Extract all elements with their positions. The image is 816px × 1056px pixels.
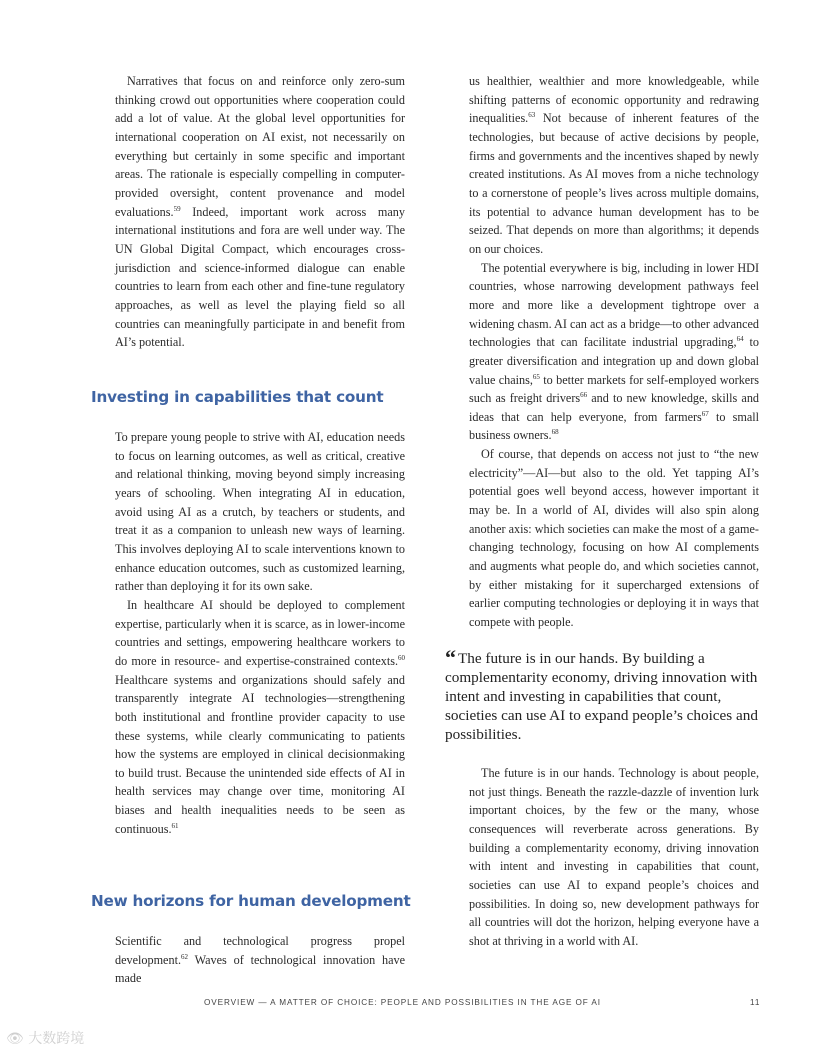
paragraph xyxy=(115,72,405,352)
watermark-logo: 👁 大数跨境 xyxy=(6,1031,85,1047)
paragraph-text: to greater diversification and integration up and down global value chains, xyxy=(469,335,759,387)
paragraph-text: to small business owners. xyxy=(469,409,759,443)
paragraph xyxy=(469,72,759,259)
paragraph-text: In healthcare AI should be deployed to complement expertise, particularly when it is scarce, as in lower-income countries and settings, empowering healthcare workers to do more in resource- and expertise-constrained contexts. xyxy=(115,597,405,668)
pull-quote xyxy=(445,645,765,745)
footnote-ref[interactable]: 65 xyxy=(532,372,540,381)
paragraph-text: The potential everywhere is big, including in lower HDI countries, whose narrowing development pathways feel more and more like a development tightrope over a widening chasm. AI can act as a bridge—to other advanced technologies that can facilitate industrial upgrading, xyxy=(469,260,759,350)
paragraph: The future is in our hands. Technology is about people, not just things. Beneath the razzle-dazzle of invention lurk important choices, by the few or the many, whose consequences will reverberate across generations. By building a complementarity economy, driving innovation with intent and investing in capabilities that count, societies can use AI to expand people’s choices and possibilities. In doing so, new development pathways for all countries will dot the horizon, helping everyone have a shot at thriving in a world with AI. xyxy=(469,766,759,948)
footnote-ref[interactable]: 62 xyxy=(181,952,188,961)
footnote-ref[interactable]: 64 xyxy=(736,335,744,344)
paragraph-text: Indeed, important work across many international institutions and fora are well under way. The UN Global Digital Compact, which encourages cross-jurisdiction and science-informed dialogue can enable countries to learn from each other and fine-tune regulatory approaches, as well as level the playing field so all countries can meaningfully participate in and benefit from AI’s potential. xyxy=(115,204,405,350)
right-column-closing xyxy=(469,764,759,951)
page-number: 11 xyxy=(750,998,761,1007)
left-column-section-2 xyxy=(115,932,405,988)
paragraph xyxy=(115,596,405,839)
quote-mark-icon: “ xyxy=(445,645,456,670)
paragraph: To prepare young people to strive with AI, education needs to focus on learning outcomes, as well as critical, creative and relational thinking, moving beyond simply increasing years of schooling. When integrating AI in education, avoid using AI as a crutch, by teachers or students, and treat it as a companion to unleash new ways of learning. This involves deploying AI to scale interventions known to enhance education outcomes, such as customized learning, rather than deploying it for its own sake. xyxy=(115,430,405,594)
paragraph-text: Waves of technological innovation have made xyxy=(115,952,406,986)
paragraph-text: Narratives that focus on and reinforce only zero-sum thinking crowd out opportunities where cooperation could add a lot of value. At the global level opportunities for international cooperation on AI exist, not necessarily on everything but certainly in some specific and important areas. The rationale is especially compelling in computer-provided oversight, content provenance and model evaluations. xyxy=(115,74,405,219)
paragraph xyxy=(469,259,759,446)
paragraph xyxy=(115,932,405,988)
left-column-section-1 xyxy=(115,428,405,838)
section-heading: Investing in capabilities that count xyxy=(91,388,384,406)
footnote-ref[interactable]: 67 xyxy=(701,409,709,418)
paragraph-text: Healthcare systems and organizations should safely and transparently integrate AI technologies—strengthening both institutional and frontline provider capacity to use these systems, while clearly communicating to patients how the systems are employed in clinical decisionmaking to build trust. Because the unintended side effects of AI in health services may change over time, monitoring AI biases and health inequalities needs to be seen as continuous. xyxy=(115,672,405,836)
footnote-ref[interactable]: 59 xyxy=(173,204,181,213)
paragraph-text: and to new knowledge, skills and ideas that can help everyone, from farmers xyxy=(469,391,760,424)
paragraph: Of course, that depends on access not just to “the new electricity”—AI—but also to the old. Yet tapping AI’s potential goes well beyond access, however important it may be. In a world of AI, divides will also spin along another axis: which societies can make the most of a game-changing technology, focusing on how AI complements and augments what people do, and which societies cannot, by either mistaking for it supercharged extensions of earlier computing technologies or deploying it in ways that compete with people. xyxy=(469,447,759,630)
left-column xyxy=(115,72,405,352)
footnote-ref[interactable]: 60 xyxy=(398,653,405,662)
footnote-ref[interactable]: 63 xyxy=(528,111,536,120)
footnote-ref[interactable]: 68 xyxy=(551,428,559,437)
paragraph-text: us healthier, wealthier and more knowledgeable, while shifting patterns of economic opportunity and redrawing inequalities. xyxy=(469,74,759,126)
pull-quote-text: The future is in our hands. By building a complementarity economy, driving innovation with intent and investing in capabilities that count, societies can use AI to expand people’s choices and possibilities. xyxy=(445,650,758,743)
footnote-ref[interactable]: 61 xyxy=(171,821,179,830)
section-heading: New horizons for human development xyxy=(91,892,411,910)
footnote-ref[interactable]: 66 xyxy=(580,391,588,400)
paragraph-text: Scientific and technological progress propel development. xyxy=(115,934,405,967)
right-column xyxy=(469,72,759,632)
running-title: OVERVIEW — A MATTER OF CHOICE: PEOPLE AND POSSIBILITIES IN THE AGE OF AI xyxy=(204,998,601,1007)
paragraph-text: Not because of inherent features of the technologies, but because of active decisions by people, firms and governments and the incentives shaped by newly created institutions. As AI moves from a niche technology to a cornerstone of people’s lives across multiple domains, its potential to advance human development has to be seized. That depends on more than algorithms; it depends on our choices. xyxy=(469,111,760,256)
paragraph-text: to better markets for self-employed workers such as freight drivers xyxy=(469,372,759,406)
